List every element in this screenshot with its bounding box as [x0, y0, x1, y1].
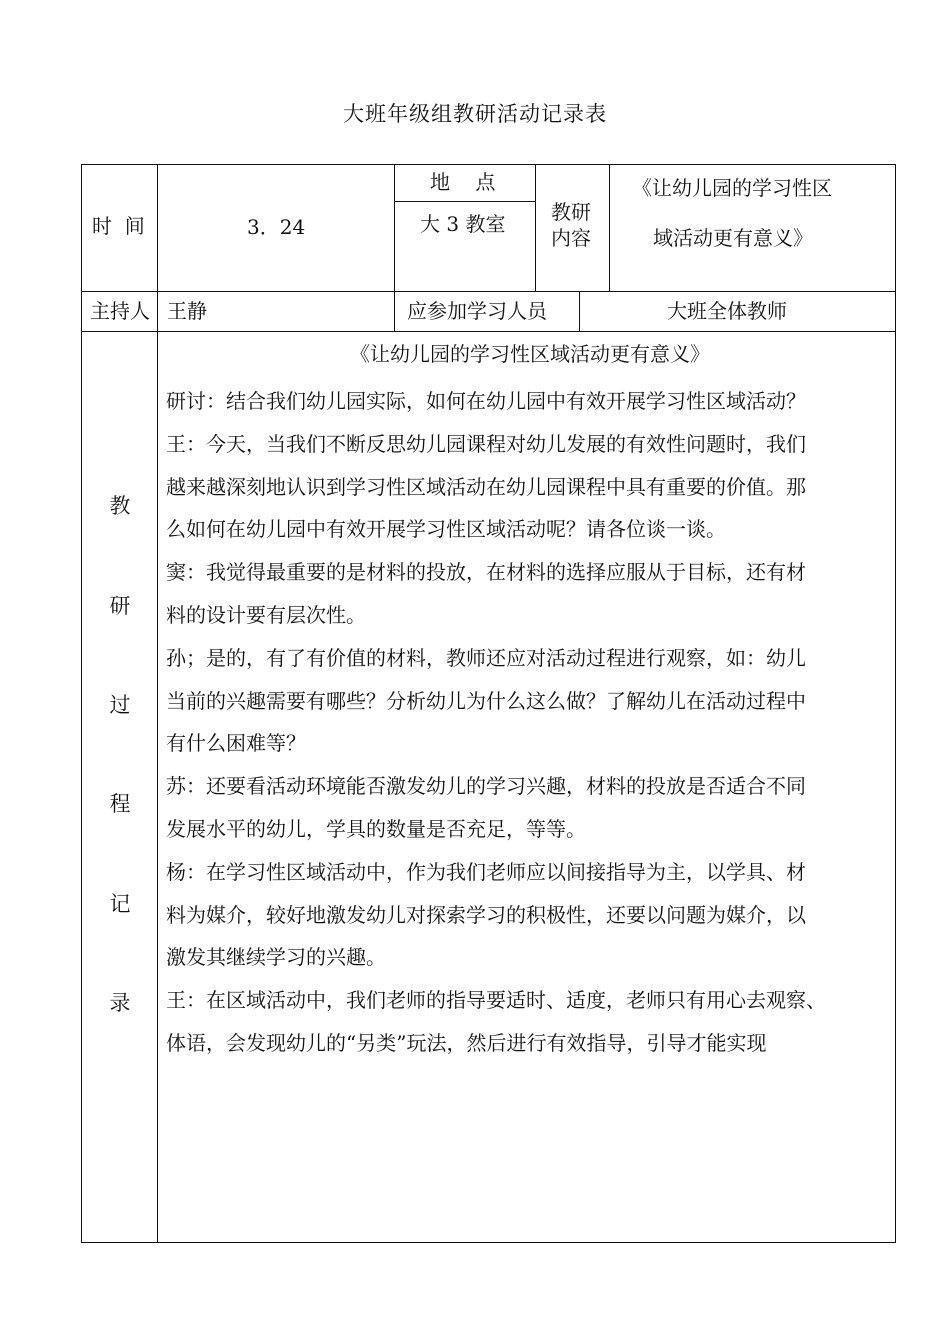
time-value: 3．24	[247, 215, 306, 239]
record-side-label-3: 过	[109, 693, 131, 717]
record-line: 体语，会发现幼儿的“另类”玩法，然后进行有效指导，引导才能实现	[166, 1030, 767, 1055]
col-divider-location	[394, 164, 395, 331]
content-value-line2: 域活动更有意义》	[653, 226, 813, 250]
record-line: 么如何在幼儿园中有效开展学习性区域活动呢？请各位谈一谈。	[166, 517, 726, 542]
content-value-line1: 《让幼儿园的学习性区	[632, 176, 832, 200]
attendees-value: 大班全体教师	[667, 299, 787, 323]
col-divider-content-value	[609, 164, 610, 291]
record-side-label-2: 研	[109, 594, 131, 618]
record-line: 王：在区域活动中，我们老师的指导要适时、适度，老师只有用心去观察、	[166, 988, 826, 1013]
record-side-label-5: 记	[109, 892, 131, 916]
record-line: 越来越深刻地认识到学习性区域活动在幼儿园课程中具有重要的价值。那	[166, 474, 806, 499]
record-side-label-1: 教	[109, 494, 131, 518]
record-line: 有什么困难等？	[166, 731, 306, 756]
record-line: 料的设计要有层次性。	[166, 602, 366, 627]
record-line: 杨：在学习性区域活动中，作为我们老师应以间接指导为主，以学具、材	[166, 859, 806, 884]
attendees-label: 应参加学习人员	[407, 299, 547, 323]
col-divider-attendees	[579, 291, 580, 331]
record-heading: 《让幼儿园的学习性区域活动更有意义》	[350, 342, 710, 366]
record-line: 当前的兴趣需要有哪些？分析幼儿为什么这么做？了解幼儿在活动过程中	[166, 688, 806, 713]
row-divider-1	[81, 291, 896, 292]
host-label: 主持人	[90, 299, 150, 323]
record-line: 苏：还要看活动环境能否激发幼儿的学习兴趣，材料的投放是否适合不同	[166, 774, 806, 799]
time-label: 时 间	[92, 214, 145, 238]
record-line: 王：今天，当我们不断反思幼儿园课程对幼儿发展的有效性问题时，我们	[166, 431, 806, 456]
record-side-label-6: 录	[109, 991, 131, 1015]
location-value: 大 3 教室	[420, 212, 506, 236]
record-line: 发展水平的幼儿，学具的数量是否充足，等等。	[166, 816, 586, 841]
col-divider-content-label	[535, 164, 536, 291]
location-label: 地 点	[430, 170, 496, 194]
row-divider-2	[81, 331, 896, 332]
record-line: 研讨：结合我们幼儿园实际，如何在幼儿园中有效开展学习性区域活动？	[166, 389, 806, 413]
col-divider-label	[157, 164, 158, 1243]
host-value: 王静	[167, 299, 207, 323]
record-line: 窦：我觉得最重要的是材料的投放，在材料的选择应服从于目标，还有材	[166, 560, 806, 585]
content-label-line2: 内容	[551, 226, 591, 250]
record-line: 激发其继续学习的兴趣。	[166, 945, 386, 970]
content-label-line1: 教研	[551, 200, 591, 224]
record-line: 料为媒介，较好地激发幼儿对探索学习的积极性，还要以问题为媒介，以	[166, 902, 806, 927]
record-body	[166, 380, 892, 1065]
document-title: 大班年级组教研活动记录表	[343, 102, 607, 126]
record-line: 孙；是的，有了有价值的材料，教师还应对活动过程进行观察，如：幼儿	[166, 645, 806, 670]
location-divider	[394, 201, 535, 202]
record-side-label-4: 程	[109, 792, 131, 816]
